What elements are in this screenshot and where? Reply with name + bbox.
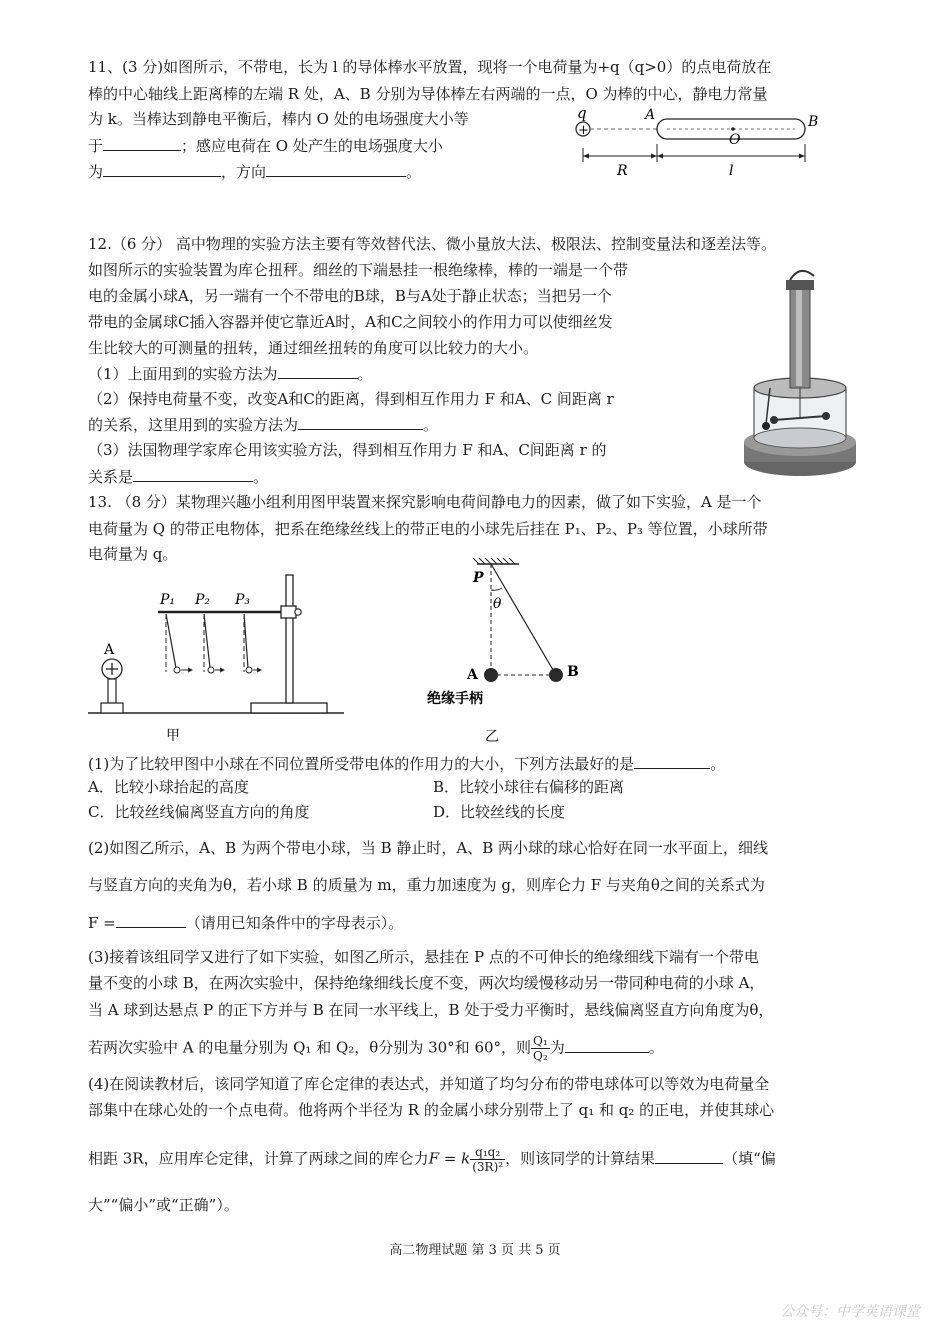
q11-fig-label-l: l (729, 163, 734, 179)
q12-line3: 电的金属小球A，另一端有一个不带电的B球，B与A处于静止状态；当把另一个 (88, 287, 612, 305)
q13-p4-line4: 大”“偏小”或“正确”）。 (88, 1196, 239, 1214)
q11-fig-label-b: B (808, 114, 819, 130)
option-d: D．比较丝线的长度 (433, 803, 566, 821)
ball-at-p1 (174, 667, 180, 673)
q13-p3-line4: 若两次实验中 A 的电量分别为 Q₁ 和 Q₂，θ分别为 30°和 60°，则 $\frac{\text{Q₁}}{\text{Q₂}}$ 为 。 (88, 1034, 664, 1063)
q11-answer-blank-3[interactable] (266, 160, 406, 177)
torsion-balance-figure (740, 266, 860, 478)
q11-fig-label-q: q (577, 104, 587, 122)
q12-line2: 如图所示的实验装置为库仑扭秤。细丝的下端悬挂一根绝缘棒，棒的一端是一个带 (88, 261, 629, 279)
label-theta: θ (493, 596, 502, 612)
q12-line4: 带电的金属球C插入容器并使它靠近A时，A和C之间较小的作用力可以使细丝发 (88, 313, 613, 331)
suspension-thread (491, 564, 556, 675)
q11-fig-label-o: O (729, 132, 741, 148)
q13-figure-yi (415, 558, 610, 748)
thread-p1 (166, 614, 176, 668)
q12-sub1: （1）上面用到的实验方法为 。 (88, 362, 373, 385)
q11-rod-figure (565, 104, 835, 180)
q13-line1: 13. （8 分）某物理兴趣小组利用图甲装置来探究影响电荷间静电力的因素，做了如下实验，A 是一个 (88, 493, 762, 511)
q12-line1: 12.（6 分） 高中物理的实验方法主要有等效替代法、微小量放大法、极限法、控制变量法和逐差法等。 (88, 235, 776, 253)
q13-answer-blank-3[interactable] (565, 1036, 649, 1053)
label-b-yi: B (567, 664, 579, 680)
q12-sub2a: （2）保持电荷量不变，改变A和C的距离，得到相互作用力 F 和A、C 间距离 r (88, 390, 614, 408)
stand-pole (286, 575, 293, 703)
ball-c (762, 422, 770, 430)
ball-a-yi (484, 668, 498, 682)
q11-answer-blank-2[interactable] (103, 160, 221, 177)
q11-fig-plus: + (578, 123, 589, 138)
q11-line4: 于 ；感应电荷在 O 处产生的电场强度大小 (88, 134, 443, 157)
q13-answer-blank-2[interactable] (116, 911, 186, 928)
label-insulating-handle: 绝缘手柄 (427, 691, 483, 707)
label-p2: P₂ (195, 592, 211, 608)
q13-p4-line1: (4)在阅读教材后，该同学知道了库仑定律的表达式，并知道了均匀分布的带电球体可以等效为电荷量全 (88, 1075, 770, 1093)
q13-p2-line2: 与竖直方向的夹角为θ，若小球 B 的质量为 m，重力加速度为 g，则库仑力 F 与夹角θ之间的关系式为 (88, 876, 765, 894)
q13-line2: 电荷量为 Q 的带正电物体，把系在绝缘丝线上的带正电的小球先后挂在 P₁、P₂、P₃ 等位置，小球所带 (88, 520, 768, 538)
fraction-q1-over-q2: $\frac{\text{Q₁}}{\text{Q₂}}$ (533, 1034, 548, 1063)
q13-p1: (1)为了比较甲图中小球在不同位置所受带电体的作用力的大小，下列方法最好的是 。 (88, 752, 725, 775)
q12-answer-blank-3[interactable] (133, 465, 253, 482)
ball-a (770, 416, 778, 424)
label-a-yi: A (467, 667, 478, 683)
label-p: P (473, 570, 484, 586)
coulomb-fraction: $\frac{\text{q₁q₂}}{\text{(3R)²}}$ (472, 1145, 504, 1174)
option-a: A．比较小球抬起的高度 (88, 778, 249, 796)
option-c: C．比较丝线偏离竖直方向的角度 (88, 803, 310, 821)
stand-base (251, 703, 327, 713)
q13-p3-line1: (3)接着该组同学又进行了如下实验，如图乙所示，悬挂在 P 点的不可伸长的绝缘细线下端有一个带电 (88, 948, 759, 966)
ball-at-p3 (246, 667, 252, 673)
thread-p2 (204, 614, 210, 668)
q12-sub3a: （3）法国物理学家库仑用该实验方法，得到相互作用力 F 和A、C间距离 r 的 (88, 441, 607, 459)
center-point-o (731, 127, 735, 131)
q13-p4-line2: 部集中在球心处的一个点电荷。他将两个半径为 R 的金属小球分别带上了 q₁ 和 q₂ 的正电，并使其球心 (88, 1101, 775, 1119)
q12-answer-blank-2[interactable] (298, 413, 423, 430)
q11-line1: 11、(3 分)如图所示，不带电，长为 l 的导体棒水平放置，现将一个电荷量为+q（q>0）的点电荷放在 (88, 58, 772, 76)
q11-line3: 为 k。当棒达到静电平衡后，棒内 O 处的电场强度大小等 (88, 110, 469, 128)
label-charged-body-a: A (104, 642, 115, 658)
q13-answer-blank-1[interactable] (634, 752, 710, 769)
thread-p3 (244, 614, 248, 668)
q13-line3: 电荷量为 q。 (88, 545, 178, 563)
q13-p3-line2: 量不变的小球 B，在两次实验中，保持绝缘细线长度不变，两次均缓慢移动另一带同种电荷的小球 A， (88, 974, 765, 992)
q12-sub2b: 的关系，这里用到的实验方法为 。 (88, 413, 438, 436)
q12-line5: 生比较大的可测量的扭转，通过细丝扭转的角度可以比较力的大小。 (88, 339, 539, 357)
q12-sub3b: 关系是 。 (88, 465, 268, 488)
q13-p3-line3: 当 A 球到达悬点 P 的正下方并与 B 在同一水平线上，B 处于受力平衡时，悬线偏离竖直方向角度为θ， (88, 1001, 774, 1019)
torsion-knob-icon (790, 271, 814, 280)
label-p1: P₁ (160, 592, 176, 608)
q13-p2-line3: F = （请用已知条件中的字母表示）。 (88, 911, 403, 934)
q13-p4-line3: 相距 3R，应用库仑定律，计算了两球之间的库仑力F = k $\frac{\text{q₁q₂}}{\text{(3R)²}}$ ，则该同学的计算结果 （填“偏 (88, 1145, 776, 1174)
q13-answer-blank-4[interactable] (655, 1147, 723, 1164)
caption-jia: 甲 (166, 728, 180, 744)
q11-fig-label-a: A (645, 107, 656, 123)
q13-figure-jia (88, 572, 348, 747)
option-b: B．比较小球往右偏移的距离 (433, 778, 625, 796)
ball-at-p2 (208, 667, 214, 673)
caption-yi: 乙 (485, 729, 499, 745)
page-footer: 高二物理试题 第 3 页 共 5 页 (389, 1243, 561, 1258)
q11-line5: 为 ，方向 。 (88, 160, 421, 183)
q11-line2: 棒的中心轴线上距离棒的左端 R 处，A、B 分别为导体棒左右两端的一点，O 为棒的中心，静电力常量 (88, 85, 768, 103)
q11-fig-label-r: R (617, 163, 628, 179)
coulomb-formula-prefix: F = k (428, 1149, 471, 1168)
ball-b-yi (549, 668, 563, 682)
watermark: 公众号：中学英语课堂 (780, 1304, 920, 1320)
q13-p2-line1: (2)如图乙所示，A、B 为两个带电小球，当 B 静止时，A、B 两小球的球心恰好在同一水平面上，细线 (88, 839, 769, 857)
label-p3: P₃ (235, 592, 251, 608)
q12-answer-blank-1[interactable] (278, 362, 358, 379)
q11-answer-blank-1[interactable] (103, 134, 181, 151)
ball-b (822, 412, 830, 420)
